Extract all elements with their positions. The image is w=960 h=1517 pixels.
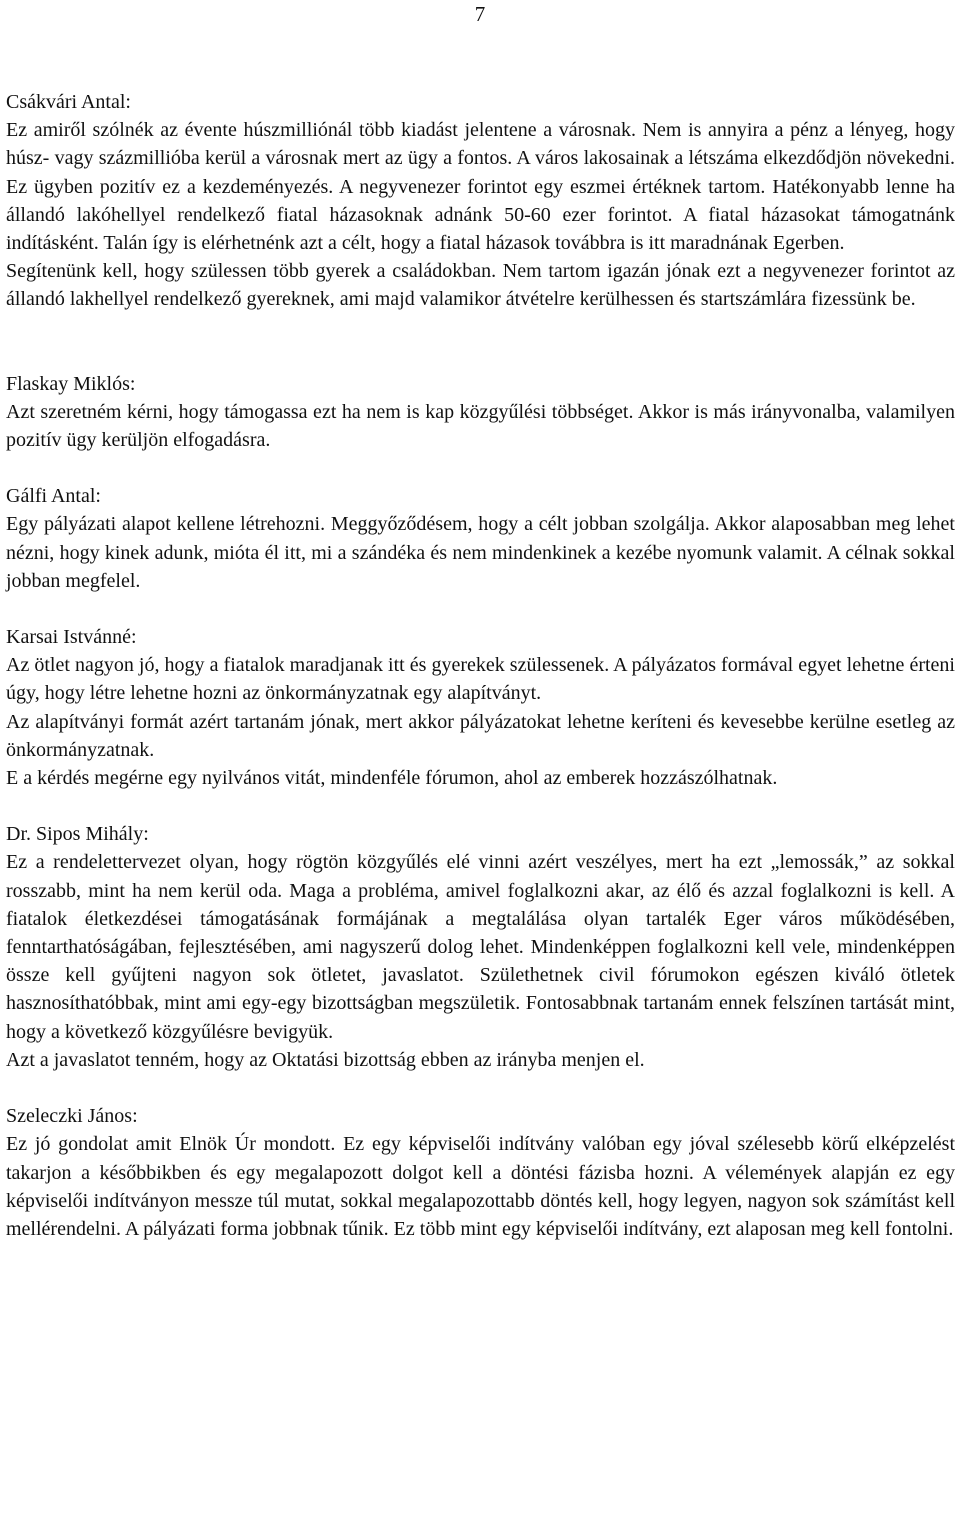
speaker-name: Szeleczki János: <box>6 1105 138 1128</box>
paragraph: Az ötlet nagyon jó, hogy a fiatalok maradjanak itt és gyerekek szülessenek. A pályázatos formával egyet lehetne érteni úgy, hogy létre lehetne hozni az önkormányzatnak egy alapítványt. <box>6 654 955 705</box>
speaker-name: Flaskay Miklós: <box>6 372 136 395</box>
paragraph: Ez a rendelettervezet olyan, hogy rögtön közgyűlés elé vinni azért veszélyes, mert ha ezt „lemossák,” az sokkal rosszabb, mint ha nem kerül oda. Maga a probléma, amivel foglalkozni akar, az élő és azzal foglalkozni is kell. A fiatalok életkezdései támogatásának formájának a megtalálása olyan tartalék Eger város működésében, fenntarthatóságában, fejlesztésében, ami nagyszerű dolog lehet. Mindenképpen foglalkozni kell vele, mindenképpen össze kell gyűjteni nagyon sok ötletet, javaslatot. Születhetnek civil fórumokon egészen kiváló ötletek hasznosíthatóbbak, mint ami egy-egy bizottságban megszületik. Fontosabbnak tartanám ennek felszínen tartását mint, hogy a következő közgyűlésre bevigyük. <box>6 851 955 1043</box>
section-szeleczki <box>6 1102 955 1243</box>
paragraph: E a kérdés megérne egy nyilvános vitát, mindenféle fórumon, ahol az emberek hozzászólhatnak. <box>6 767 778 790</box>
section-galfi <box>6 482 955 595</box>
paragraph: Segítenünk kell, hogy szülessen több gyerek a családokban. Nem tartom igazán jónak ezt a negyvenezer forintot az állandó lakhellyel rendelkező gyereknek, ami majd valamikor átvételre kerülhessen és startszámlára fizessünk be. <box>6 260 955 311</box>
speaker-name: Dr. Sipos Mihály: <box>6 823 149 846</box>
paragraph: Azt szeretném kérni, hogy támogassa ezt ha nem is kap közgyűlési többséget. Akkor is más irányvonalba, valamilyen pozitív ügy kerüljön elfogadásra. <box>6 400 955 452</box>
document-body <box>6 88 955 1243</box>
paragraph: Ez jó gondolat amit Elnök Úr mondott. Ez egy képviselői indítvány valóban egy jóval szélesebb körű elképzelést takarjon a későbbikben és egy megalapozott dolgot kell a döntési fázisba hozni. A vélemények alapján ez egy képviselői indítványon messze túl mutat, sokkal megalapozottabb döntés kell, hogy legyen, nagyon sok számítást kell mellérendelni. A pályázati forma jobbnak tűnik. Ez több mint egy képviselői indítvány, ezt alaposan meg kell fontolni. <box>6 1133 955 1240</box>
paragraph: Azt a javaslatot tenném, hogy az Oktatási bizottság ebben az irányba menjen el. <box>6 1048 645 1071</box>
paragraph: Ez amiről szólnék az évente húszmilliónál több kiadást jelentene a városnak. Nem is annyira a pénz a lényeg, hogy húsz- vagy százmillióba kerül a városnak mert az ügy a fontos. A város lakosainak a létszáma elkezdődjön növekedni. Ez ügyben pozitív ez a kezdeményezés. A negyvenezer forintot egy eszmei értéknek tartom. Hatékonyabb lenne ha állandó lakóhellyel rendelkező fiatal házasoknak adnánk 50-60 ezer forintot. A fiatal házasokat támogatnánk indításként. Talán így is elérhetnénk azt a célt, hogy a fiatal házasok továbbra is itt maradnának Egerben. <box>6 119 955 255</box>
section-flaskay <box>6 370 955 455</box>
section-karsai <box>6 623 955 792</box>
paragraph: Az alapítványi formát azért tartanám jónak, mert akkor pályázatokat lehetne keríteni és kevesebbe kerülne esetleg az önkormányzatnak. <box>6 710 955 761</box>
page-number: 7 <box>474 2 486 26</box>
speaker-name: Gálfi Antal: <box>6 485 101 508</box>
paragraph: Egy pályázati alapot kellene létrehozni. Meggyőződésem, hogy a célt jobban szolgálja. Akkor alaposabban meg lehet nézni, hogy kinek adunk, mióta él itt, mi a szándéka és nem mindenkinek a kezébe nyomunk valamit. A célnak sokkal jobban megfelel. <box>6 513 955 592</box>
section-csakvari <box>6 88 955 314</box>
speaker-name: Csákvári Antal: <box>6 91 131 113</box>
speaker-name: Karsai Istvánné: <box>6 626 137 649</box>
section-sipos <box>6 820 955 1074</box>
